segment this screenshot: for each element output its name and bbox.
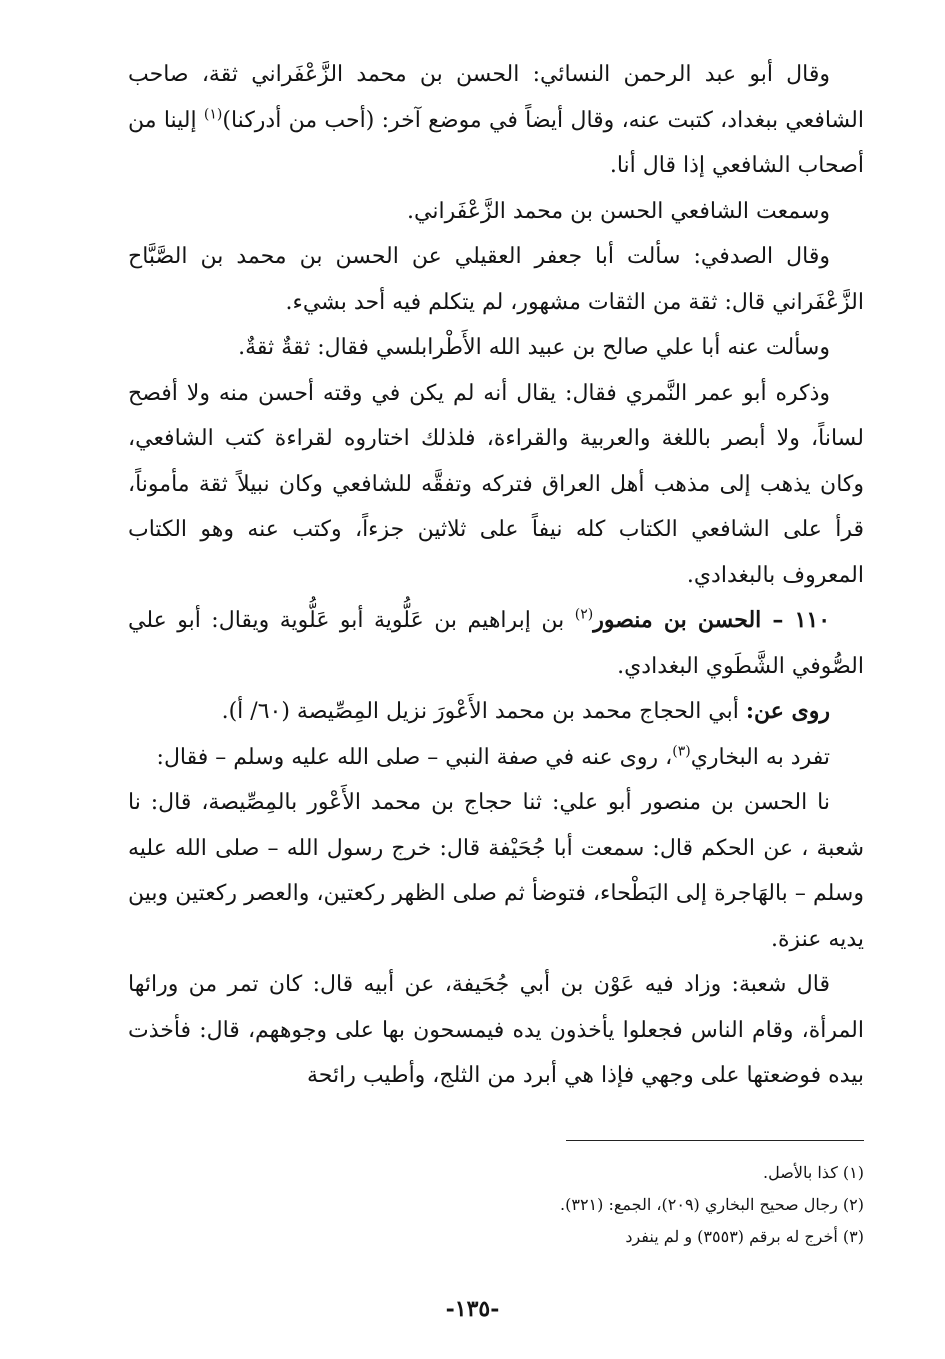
footnote-1: (١) كذا بالأصل. [763, 1163, 864, 1182]
entry-heading: ١١٠ – الحسن بن منصور [593, 607, 831, 633]
narrated-from-text: أبي الحجاج محمد بن محمد الأَعْورَ نزيل المِصِّيصة (٦٠/ أ). [221, 699, 746, 724]
paragraph-namari: وذكره أبو عمر النَّمري فقال: يقال أنه لم يكن في وقته أحسن منه ولا أفصح لساناً، ولا أبصر باللغة والعربية والقراءة، فلذلك اختاروه لقراءة كتب الشافعي، وكان يذهب إلى مذهب أهل العراق فتركه وتفقَّه للشافعي وكان نبيلاً ثقة مأموناً، قرأ على الشافعي الكتاب كله نيفاً على ثلاثين جزءاً، وكتب عنه وهو الكتاب المعروف بالبغدادي. [128, 380, 864, 588]
narrated-from [128, 689, 864, 735]
paragraph-text: وقال أبو عبد الرحمن النسائي: الحسن بن محمد الزَّعْفَراني ثقة، صاحب الشافعي ببغداد، كتبت عنه، وقال أيضاً في موضع آخر: (أحب من أدركنا) [128, 62, 864, 133]
footnote-3: (٣) أخرج له برقم (٣٥٥٣) و لم ينفرد [625, 1227, 864, 1246]
narrated-from-label: روى عن: [745, 698, 830, 724]
paragraph-text: ، روى عنه في صفة النبي – صلى الله عليه وسلم – فقال: [156, 744, 673, 770]
paragraph-nasai [128, 52, 864, 189]
paragraph-text: تفرد به البخاري [690, 744, 830, 770]
entry-110 [128, 598, 864, 689]
hadith-shuba: قال شعبة: وزاد فيه عَوْن بن أبي جُحَيفة، عن أبيه قال: كان تمر من ورائها المرأة، وقام الناس فجعلوا يأخذون يده فيمسحون بها على وجوههم، قال: فأخذت بيده فوضعتها على وجهي فإذا هي أبرد من الثلج، وأطيب رائحة [128, 972, 864, 1088]
footnote-marker-2: (٢) [574, 606, 594, 623]
paragraph-atrabulusi: وسألت عنه أبا علي صالح بن عبيد الله الأَطْرابلسي فقال: ثقةٌ ثقةٌ. [238, 335, 830, 360]
footnote-marker-3: (٣) [672, 743, 691, 760]
footnote-marker-1: (١) [203, 106, 223, 123]
paragraph-text: إلينا من أصحاب الشافعي إذا قال أنا. [128, 107, 864, 178]
footnote-separator [566, 1140, 864, 1141]
main-text [128, 52, 864, 1099]
paragraph-bukhari [128, 735, 864, 781]
page-number: -١٣٥- [445, 1296, 500, 1322]
footnote-2: (٢) رجال صحيح البخاري (٢٠٩)، الجمع: (٣٢١). [560, 1195, 864, 1214]
footnotes [360, 1157, 864, 1253]
hadith-chain: نا الحسن بن منصور أبو علي: ثنا حجاج بن محمد الأَعْور بالمِصِّيصة، قال: نا شعبة ، عن الحكم قال: سمعت أبا جُحَيْفة قال: خرج رسول الله – صلى الله عليه وسلم – بالهَاجرة إلى البَطْحاء، فتوضأ ثم صلى الظهر ركعتين، والعصر ركعتين وبين يديه عنزة. [128, 790, 864, 952]
paragraph-heard-shafii: وسمعت الشافعي الحسن بن محمد الزَّعْفَراني. [407, 198, 830, 224]
entry-description: بن إبراهيم بن عَلُّوية أبو عَلُّوية ويقال: أبو علي الصُّوفي الشَّطَوي البغدادي. [128, 608, 864, 679]
paragraph-sadafi: وقال الصدفي: سألت أبا جعفر العقيلي عن الحسن بن محمد بن الصَّبَّاح الزَّعْفَراني قال: ثقة من الثقات مشهور، لم يتكلم فيه أحد بشيء. [128, 244, 864, 315]
